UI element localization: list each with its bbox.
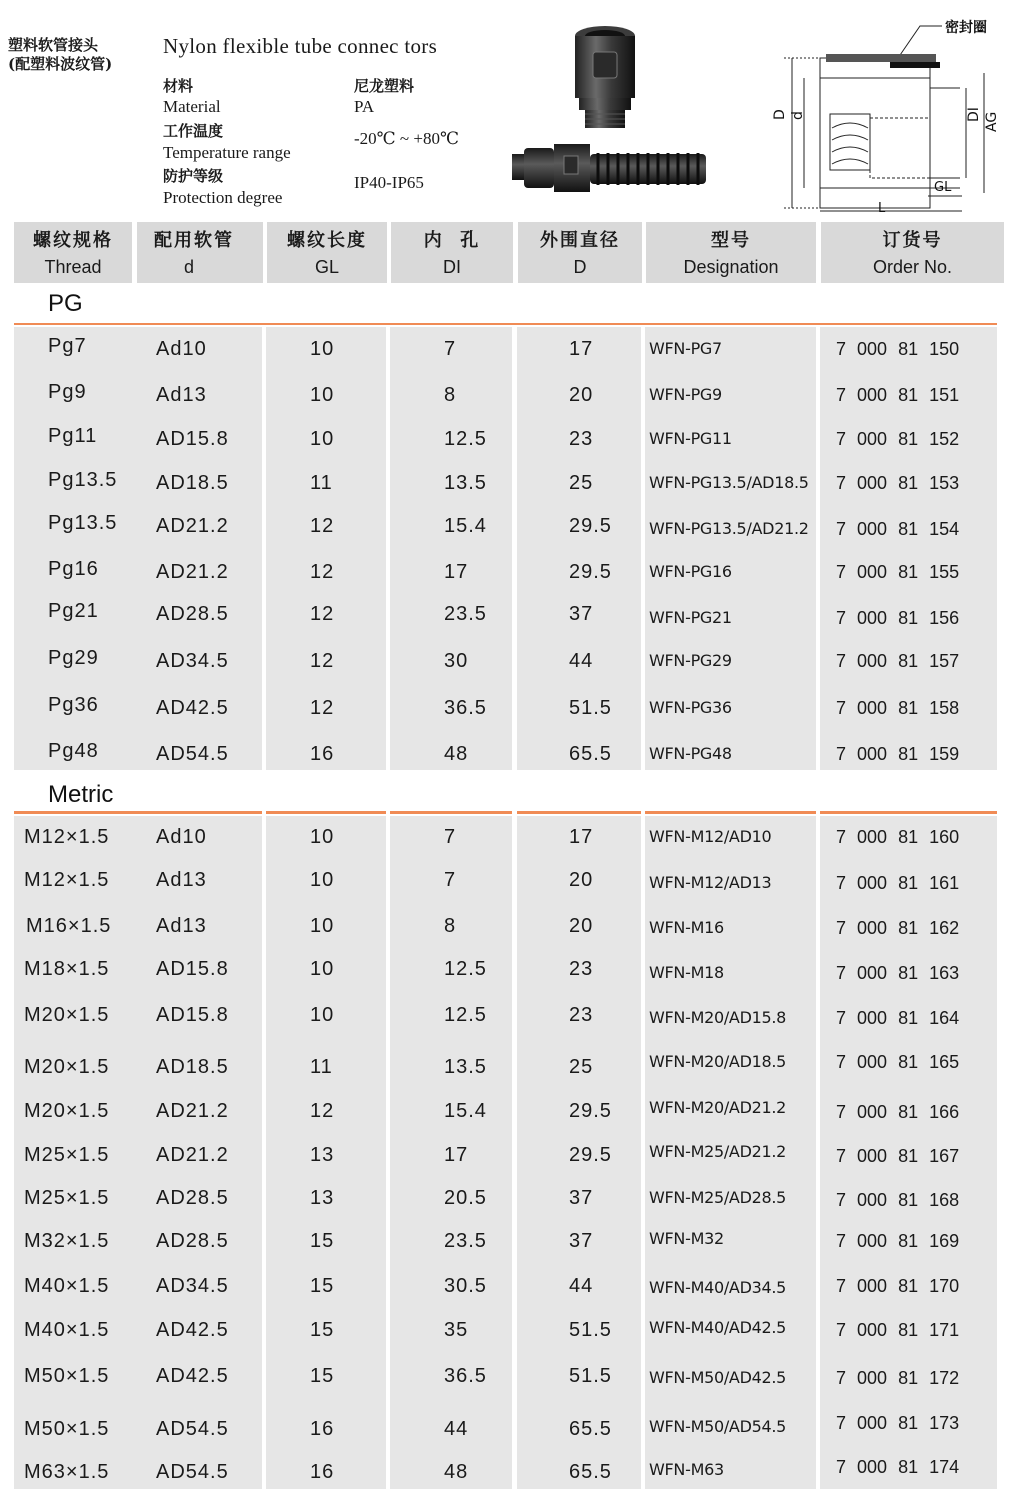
cell-gl: 10 [310, 869, 335, 891]
cell-order-no: 7 000 81 166 [836, 1102, 960, 1122]
cell-designation: WFN-M18 [649, 963, 724, 982]
cell-designation: WFN-M20/AD15.8 [649, 1008, 787, 1027]
cell-designation: WFN-M25/AD21.2 [649, 1142, 787, 1161]
col-header-order-no: 订货号 Order No. [821, 222, 1004, 283]
cell-order-no: 7 000 81 165 [836, 1052, 960, 1072]
dimension-drawing [770, 18, 1002, 218]
section-divider [14, 323, 997, 325]
cell-di: 23.5 [444, 603, 487, 625]
cell-designation: WFN-PG7 [649, 339, 722, 358]
cell-gl: 11 [310, 472, 333, 494]
cell-designation: WFN-PG29 [649, 651, 732, 670]
cell-designation: WFN-M40/AD42.5 [649, 1318, 787, 1337]
spec-material-value-en: PA [354, 97, 375, 116]
cell-designation: WFN-PG16 [649, 562, 732, 581]
cell-order-no: 7 000 81 154 [836, 519, 960, 539]
cell-thread: M40×1.5 [24, 1275, 110, 1297]
spec-temp-label-en: Temperature range [163, 143, 291, 162]
cell-gl: 15 [310, 1275, 335, 1297]
table-row [0, 869, 1009, 893]
cell-outer-d: 29.5 [569, 561, 612, 583]
cell-designation: WFN-M16 [649, 918, 724, 937]
cell-di: 30 [444, 650, 469, 672]
cell-gl: 10 [310, 428, 335, 450]
cell-outer-d: 17 [569, 826, 594, 848]
cell-gl: 12 [310, 650, 335, 672]
cell-order-no: 7 000 81 153 [836, 473, 960, 493]
dim-label-L: L [878, 201, 886, 216]
cell-gl: 12 [310, 515, 335, 537]
cell-hose: Ad10 [156, 338, 207, 360]
table-row [0, 1142, 1009, 1166]
cell-designation: WFN-PG48 [649, 744, 732, 763]
cell-gl: 11 [310, 1056, 333, 1078]
cell-thread: Pg13.5 [48, 512, 118, 534]
col-header-gl: 螺纹长度 GL [267, 222, 387, 283]
cell-designation: WFN-PG21 [649, 608, 732, 627]
table-row [0, 425, 1009, 450]
divider-seg [820, 811, 997, 814]
cell-gl: 10 [310, 384, 335, 406]
cell-hose: AD42.5 [156, 1365, 229, 1387]
section-title-pg: PG [48, 290, 83, 317]
cell-di: 30.5 [444, 1275, 487, 1297]
cell-outer-d: 51.5 [569, 1319, 612, 1341]
cell-hose: AD34.5 [156, 650, 229, 672]
cell-thread: M12×1.5 [24, 869, 110, 891]
table-row [0, 694, 1009, 719]
cell-thread: M63×1.5 [24, 1461, 110, 1483]
table-row [0, 1366, 1009, 1386]
cell-gl: 16 [310, 1461, 335, 1483]
cell-di: 20.5 [444, 1187, 487, 1209]
spec-material-value-cn: 尼龙塑料 [354, 77, 415, 95]
cell-di: 12.5 [444, 1004, 487, 1026]
cell-di: 8 [444, 384, 457, 406]
cell-hose: AD28.5 [156, 603, 229, 625]
table-row [0, 1052, 1009, 1078]
cell-outer-d: 65.5 [569, 743, 612, 765]
table-row [0, 916, 1009, 936]
cell-outer-d: 23 [569, 958, 594, 980]
spec-material-label-en: Material [163, 97, 221, 116]
spec-temp-value: -20℃ ~ +80℃ [354, 129, 459, 148]
table-row [0, 1413, 1009, 1440]
dim-label-AG: AG [984, 111, 1000, 132]
cell-hose: AD34.5 [156, 1275, 229, 1297]
divider-seg [390, 811, 512, 814]
dim-label-D: D [772, 109, 788, 120]
table-row [0, 647, 1009, 672]
cell-outer-d: 29.5 [569, 1100, 612, 1122]
cell-hose: AD18.5 [156, 1056, 229, 1078]
cell-gl: 13 [310, 1187, 335, 1209]
table-row [0, 1188, 1009, 1208]
cell-order-no: 7 000 81 159 [836, 744, 960, 764]
cell-hose: AD54.5 [156, 1461, 229, 1483]
cell-order-no: 7 000 81 158 [836, 698, 960, 718]
cell-designation: WFN-M50/AD54.5 [649, 1417, 787, 1436]
cell-thread: M25×1.5 [24, 1144, 110, 1166]
cell-thread: M32×1.5 [24, 1230, 110, 1252]
cell-hose: AD18.5 [156, 472, 229, 494]
cell-outer-d: 17 [569, 338, 594, 360]
cell-order-no: 7 000 81 151 [836, 385, 960, 405]
divider-seg [266, 811, 386, 814]
cell-designation: WFN-PG36 [649, 698, 732, 717]
cell-designation: WFN-M32 [649, 1229, 724, 1248]
cell-order-no: 7 000 81 168 [836, 1190, 960, 1210]
col-header-outer-d: 外围直径 D [518, 222, 642, 283]
cell-outer-d: 37 [569, 1187, 594, 1209]
cell-di: 48 [444, 1461, 469, 1483]
cell-designation: WFN-M50/AD42.5 [649, 1368, 787, 1387]
cell-designation: WFN-M40/AD34.5 [649, 1278, 787, 1297]
divider-seg [645, 811, 816, 814]
cell-hose: AD54.5 [156, 1418, 229, 1440]
table-row [0, 512, 1009, 539]
cell-di: 44 [444, 1418, 469, 1440]
dim-label-DI: DI [966, 107, 982, 122]
cell-di: 12.5 [444, 958, 487, 980]
cell-di: 15.4 [444, 515, 487, 537]
table-row [0, 1004, 1009, 1028]
cell-di: 48 [444, 743, 469, 765]
cell-designation: WFN-M20/AD18.5 [649, 1052, 787, 1071]
cell-outer-d: 37 [569, 603, 594, 625]
cell-hose: AD21.2 [156, 515, 229, 537]
cell-outer-d: 25 [569, 1056, 594, 1078]
cell-designation: WFN-PG13.5/AD18.5 [649, 473, 809, 492]
cell-gl: 10 [310, 826, 335, 848]
cell-outer-d: 29.5 [569, 515, 612, 537]
cell-thread: M18×1.5 [24, 958, 110, 980]
cell-outer-d: 23 [569, 1004, 594, 1026]
cell-hose: AD15.8 [156, 1004, 229, 1026]
table-row [0, 740, 1009, 765]
cell-designation: WFN-M25/AD28.5 [649, 1188, 787, 1207]
cell-outer-d: 65.5 [569, 1418, 612, 1440]
cell-hose: AD21.2 [156, 561, 229, 583]
section-title-metric: Metric [48, 781, 114, 808]
cell-gl: 15 [310, 1230, 335, 1252]
cell-gl: 15 [310, 1319, 335, 1341]
cell-di: 7 [444, 338, 457, 360]
section-divider [14, 811, 997, 814]
table-row [0, 1320, 1009, 1340]
cell-order-no: 7 000 81 157 [836, 651, 960, 671]
cell-hose: AD42.5 [156, 1319, 229, 1341]
cell-outer-d: 37 [569, 1230, 594, 1252]
table-row [0, 335, 1009, 360]
cell-hose: AD21.2 [156, 1100, 229, 1122]
table-row [0, 600, 1009, 628]
cell-outer-d: 20 [569, 384, 594, 406]
cell-di: 7 [444, 869, 457, 891]
cell-order-no: 7 000 81 160 [836, 827, 960, 847]
cell-di: 17 [444, 561, 469, 583]
spec-temp-label-cn: 工作温度 [163, 122, 224, 140]
cell-thread: M50×1.5 [24, 1418, 110, 1440]
cell-di: 7 [444, 826, 457, 848]
cell-hose: AD54.5 [156, 743, 229, 765]
cell-outer-d: 44 [569, 1275, 594, 1297]
cell-thread: Pg21 [48, 600, 99, 622]
cell-order-no: 7 000 81 152 [836, 429, 960, 449]
cell-outer-d: 20 [569, 915, 594, 937]
divider-seg [517, 811, 641, 814]
cell-order-no: 7 000 81 174 [836, 1457, 960, 1477]
spec-material-label-cn: 材料 [163, 77, 194, 95]
cell-thread: Pg13.5 [48, 469, 118, 491]
cell-thread: M50×1.5 [24, 1365, 110, 1387]
cell-designation: WFN-PG13.5/AD21.2 [649, 519, 809, 538]
cell-thread: Pg48 [48, 740, 99, 762]
cell-thread: M25×1.5 [24, 1187, 110, 1209]
cell-outer-d: 29.5 [569, 1144, 612, 1166]
cell-thread: M16×1.5 [26, 915, 112, 937]
table-row [0, 958, 1009, 983]
title-cn-line2: (配塑料波纹管) [8, 55, 113, 73]
cell-order-no: 7 000 81 169 [836, 1231, 960, 1251]
cell-order-no: 7 000 81 156 [836, 608, 960, 628]
cell-designation: WFN-M12/AD10 [649, 827, 772, 846]
table-row [0, 558, 1009, 583]
cell-designation: WFN-M12/AD13 [649, 873, 772, 892]
cell-hose: AD15.8 [156, 428, 229, 450]
cell-order-no: 7 000 81 171 [836, 1320, 960, 1340]
cell-thread: M12×1.5 [24, 826, 110, 848]
cell-thread: Pg36 [48, 694, 99, 716]
cell-thread: M20×1.5 [24, 1056, 110, 1078]
table-row [0, 1457, 1009, 1483]
table-row [0, 1098, 1009, 1122]
cell-gl: 15 [310, 1365, 335, 1387]
cell-gl: 10 [310, 338, 335, 360]
cell-designation: WFN-M63 [649, 1460, 724, 1479]
cell-di: 23.5 [444, 1230, 487, 1252]
cell-thread: M40×1.5 [24, 1319, 110, 1341]
cell-gl: 16 [310, 743, 335, 765]
cell-di: 13.5 [444, 1056, 487, 1078]
cell-gl: 10 [310, 958, 335, 980]
cell-hose: AD28.5 [156, 1187, 229, 1209]
cell-order-no: 7 000 81 161 [836, 873, 960, 893]
cell-order-no: 7 000 81 150 [836, 339, 960, 359]
product-title-cn [8, 36, 112, 74]
cell-thread: M20×1.5 [24, 1004, 110, 1026]
divider-seg [14, 811, 262, 814]
cell-gl: 12 [310, 697, 335, 719]
cell-thread: Pg16 [48, 558, 99, 580]
cell-order-no: 7 000 81 162 [836, 918, 960, 938]
cell-di: 36.5 [444, 697, 487, 719]
cell-thread: Pg29 [48, 647, 99, 669]
cell-outer-d: 23 [569, 428, 594, 450]
cell-thread: Pg7 [48, 335, 87, 357]
cell-di: 13.5 [444, 472, 487, 494]
cell-hose: AD21.2 [156, 1144, 229, 1166]
connector-photo [565, 22, 645, 134]
cell-gl: 10 [310, 915, 335, 937]
product-title-en: Nylon flexible tube connec tors [163, 34, 438, 58]
table-row [0, 827, 1009, 847]
dim-label-d: d [790, 111, 806, 120]
cell-gl: 13 [310, 1144, 335, 1166]
cell-designation: WFN-PG11 [649, 429, 732, 448]
col-header-hose: 配用软管 d [137, 222, 263, 283]
cell-outer-d: 20 [569, 869, 594, 891]
cell-outer-d: 25 [569, 472, 594, 494]
cell-outer-d: 51.5 [569, 697, 612, 719]
cell-hose: Ad13 [156, 869, 207, 891]
col-header-di: 内 孔 DI [391, 222, 513, 283]
cell-hose: AD15.8 [156, 958, 229, 980]
cell-outer-d: 65.5 [569, 1461, 612, 1483]
cell-hose: AD28.5 [156, 1230, 229, 1252]
table-row [0, 1276, 1009, 1296]
cell-hose: Ad10 [156, 826, 207, 848]
cell-order-no: 7 000 81 155 [836, 562, 960, 582]
cell-gl: 12 [310, 603, 335, 625]
cell-gl: 10 [310, 1004, 335, 1026]
cell-thread: Pg9 [48, 381, 87, 403]
cell-hose: Ad13 [156, 384, 207, 406]
cell-thread: Pg11 [48, 425, 98, 447]
cell-order-no: 7 000 81 172 [836, 1368, 960, 1388]
spec-protection-label-cn: 防护等级 [163, 167, 224, 185]
col-header-designation: 型号 Designation [646, 222, 816, 283]
cell-gl: 12 [310, 1100, 335, 1122]
cell-di: 36.5 [444, 1365, 487, 1387]
cell-order-no: 7 000 81 173 [836, 1413, 960, 1433]
seal-label: 密封圈 [945, 20, 987, 36]
col-header-thread: 螺纹规格 Thread [14, 222, 132, 283]
cell-di: 35 [444, 1319, 469, 1341]
cell-order-no: 7 000 81 167 [836, 1146, 960, 1166]
cell-gl: 16 [310, 1418, 335, 1440]
cell-di: 12.5 [444, 428, 487, 450]
cell-thread: M20×1.5 [24, 1100, 110, 1122]
cell-outer-d: 44 [569, 650, 594, 672]
table-row [0, 1231, 1009, 1251]
table-row [0, 381, 1009, 406]
cell-di: 17 [444, 1144, 469, 1166]
spec-protection-label-en: Protection degree [163, 188, 283, 207]
cell-hose: Ad13 [156, 915, 207, 937]
cell-order-no: 7 000 81 164 [836, 1008, 960, 1028]
cell-outer-d: 51.5 [569, 1365, 612, 1387]
dim-label-GL: GL [934, 180, 952, 195]
cell-gl: 12 [310, 561, 335, 583]
connector-with-tube-photo [512, 140, 708, 202]
cell-designation: WFN-PG9 [649, 385, 722, 404]
table-row [0, 469, 1009, 494]
cell-di: 8 [444, 915, 457, 937]
cell-order-no: 7 000 81 163 [836, 963, 960, 983]
cell-order-no: 7 000 81 170 [836, 1276, 960, 1296]
spec-protection-value: IP40-IP65 [354, 173, 424, 192]
cell-hose: AD42.5 [156, 697, 229, 719]
cell-di: 15.4 [444, 1100, 487, 1122]
title-cn-line1: 塑料软管接头 [8, 36, 99, 54]
cell-designation: WFN-M20/AD21.2 [649, 1098, 787, 1117]
